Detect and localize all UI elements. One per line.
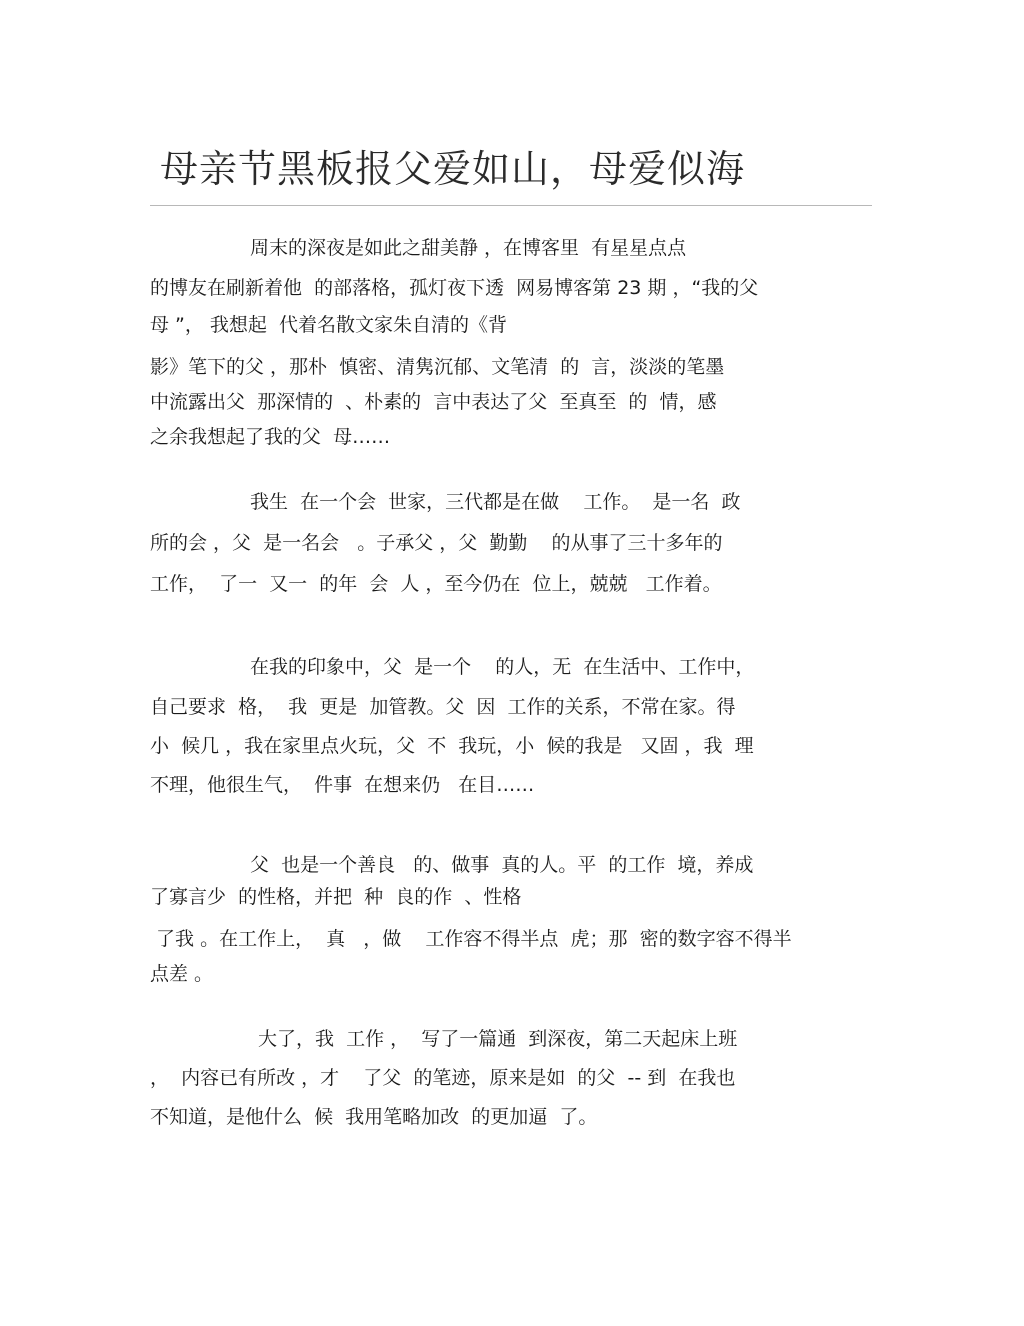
paragraph-2-line-2: 所的会 ，父 是一名会 。子承父 ，父 勤勤 的从事了三十多年的 — [150, 532, 723, 554]
paragraph-2-line-1: 我生 在一个会 世家，三代都是在做 工作。 是一名 政 — [250, 491, 741, 513]
paragraph-4-line-3: 了我 。在工作上， 真 ，做 工作容不得半点 虎；那 密的数字容不得半 — [150, 928, 792, 950]
page-title: 母亲节黑板报父爱如山，母爱似海 — [160, 147, 746, 191]
paragraph-1-line-5: 中流露出父 那深情的 、朴素的 言中表达了父 至真至 的 情，感 — [150, 391, 717, 413]
paragraph-1-line-4: 影》笔下的父 ，那朴 慎密、清隽沉郁、文笔清 的 言，淡淡的笔墨 — [150, 356, 725, 378]
paragraph-1-line-3: 母 ”， 我想起 代着名散文家朱自清的《背 — [150, 314, 508, 336]
paragraph-3-line-3: 小 候几 ，我在家里点火玩，父 不 我玩，小 候的我是 又固 ，我 理 — [150, 735, 754, 757]
paragraph-3-line-4: 不理，他很生气， 件事 在想来仍 在目…… — [150, 774, 535, 796]
paragraph-4-line-2: 了寡言少 的性格，并把 种 良的作 、性格 — [150, 886, 522, 908]
paragraph-5-line-1: 大了，我 工作 ， 写了一篇通 到深夜，第二天起床上班 — [258, 1028, 738, 1050]
paragraph-4-line-1: 父 也是一个善良 的、做事 真的人。平 的工作 境，养成 — [250, 854, 754, 876]
paragraph-1-line-6: 之余我想起了我的父 母…… — [150, 426, 391, 448]
paragraph-3-line-1: 在我的印象中，父 是一个 的人，无 在生活中、工作中， — [250, 656, 755, 678]
paragraph-5-line-3: 不知道，是他什么 候 我用笔略加改 的更加逼 了。 — [150, 1106, 598, 1128]
paragraph-1-line-2: 的博友在刷新着他 的部落格，孤灯夜下透 网易博客第 23 期 ，“我的父 — [150, 277, 759, 299]
paragraph-2-line-3: 工作， 了一 又一 的年 会 人 ，至今仍在 位上，兢兢 工作着。 — [150, 573, 722, 595]
title-divider — [150, 205, 872, 206]
paragraph-4-line-4: 点差 。 — [150, 963, 214, 985]
paragraph-1-line-1: 周末的深夜是如此之甜美静 ，在博客里 有星星点点 — [250, 237, 687, 259]
paragraph-3-line-2: 自己要求 格， 我 更是 加管教。父 因 工作的关系，不常在家。得 — [150, 696, 736, 718]
paragraph-5-line-2: ， 内容已有所改 ，才 了父 的笔迹，原来是如 的父 -- 到 在我也 — [150, 1067, 736, 1089]
